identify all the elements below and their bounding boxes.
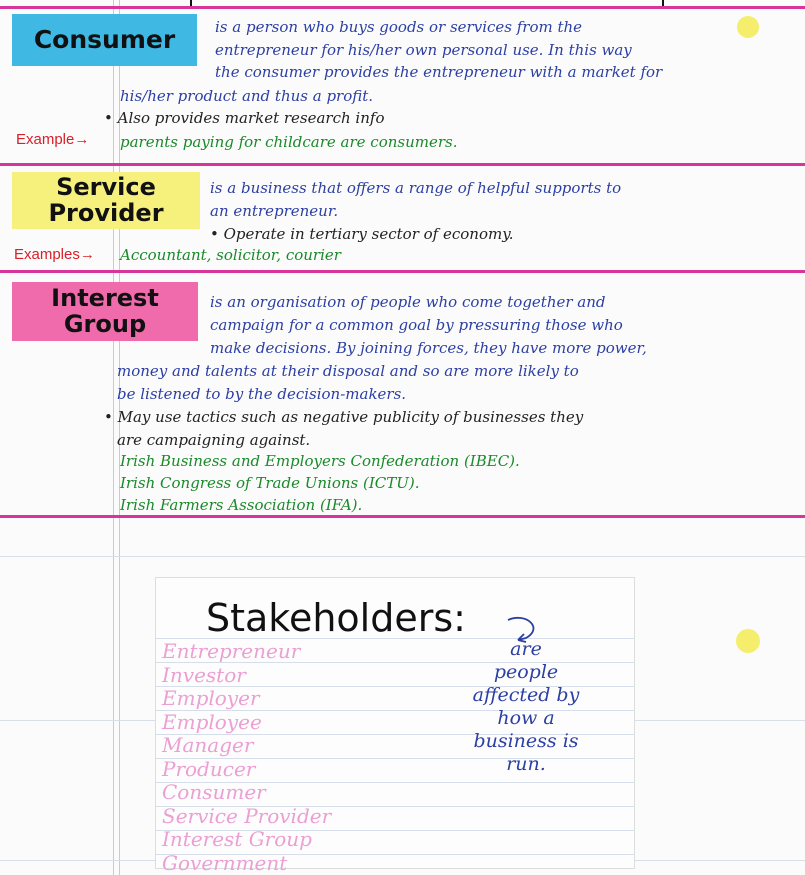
stakeholder-item: Manager bbox=[162, 733, 254, 757]
stakeholder-item: Employer bbox=[162, 686, 260, 710]
interest-bullet: • May use tactics such as negative publicity of businesses they bbox=[104, 408, 584, 426]
interest-group-term: Interest bbox=[51, 284, 159, 312]
interest-example: Irish Congress of Trade Unions (ICTU). bbox=[120, 474, 420, 492]
service-example-label: Examples→ bbox=[14, 246, 95, 263]
definition-line: are bbox=[510, 638, 542, 660]
consumer-line: the consumer provides the entrepreneur with a market for bbox=[215, 63, 663, 81]
interest-line: campaign for a common goal by pressuring those who bbox=[210, 316, 623, 334]
definition-line: business is bbox=[473, 730, 579, 752]
consumer-line: entrepreneur for his/her own personal use. In this way bbox=[215, 41, 632, 59]
service-provider-term: Service bbox=[56, 173, 156, 201]
section-divider bbox=[0, 6, 805, 9]
definition-line: affected by bbox=[472, 684, 580, 706]
stakeholder-item: Government bbox=[162, 850, 288, 875]
service-example: Accountant, solicitor, courier bbox=[120, 246, 341, 264]
interest-example: Irish Business and Employers Confederation (IBEC). bbox=[120, 452, 520, 470]
stakeholder-item: Investor bbox=[162, 662, 246, 687]
service-provider-term: Provider bbox=[48, 199, 164, 227]
consumer-term: Consumer bbox=[33, 25, 176, 54]
interest-line: is an organisation of people who come together and bbox=[210, 293, 606, 311]
section-divider bbox=[0, 515, 805, 518]
interest-example: Irish Farmers Association (IFA). bbox=[120, 496, 363, 514]
consumer-bullet: • Also provides market research info bbox=[104, 109, 385, 127]
stakeholder-item: Interest Group bbox=[162, 827, 312, 851]
consumer-bullet-text: Also provides market research info bbox=[117, 109, 385, 127]
interest-bullet-cont: are campaigning against. bbox=[117, 431, 311, 449]
consumer-label bbox=[12, 14, 197, 66]
consumer-example: parents paying for childcare are consumers. bbox=[120, 133, 458, 151]
stakeholder-list bbox=[162, 640, 331, 875]
faint-rule bbox=[0, 556, 805, 557]
interest-group-term: Group bbox=[63, 310, 147, 338]
stakeholder-definition bbox=[446, 638, 606, 776]
interest-bullet-text: May use tactics such as negative publicity of businesses they bbox=[117, 408, 584, 426]
card-title: Stakeholders: bbox=[206, 596, 466, 640]
stakeholder-item: Entrepreneur bbox=[162, 639, 301, 663]
interest-line: money and talents at their disposal and so are more likely to bbox=[117, 362, 579, 380]
service-line: is a business that offers a range of helpful supports to bbox=[210, 179, 622, 197]
stakeholder-item: Service Provider bbox=[162, 803, 332, 828]
section-divider bbox=[0, 163, 805, 166]
interest-line: make decisions. By joining forces, they have more power, bbox=[210, 339, 647, 357]
yellow-dot bbox=[736, 629, 760, 653]
definition-line: people bbox=[493, 661, 559, 683]
yellow-dot bbox=[737, 16, 759, 38]
stakeholder-item: Employee bbox=[162, 709, 262, 734]
consumer-line: his/her product and thus a profit. bbox=[120, 87, 374, 105]
stakeholder-item: Producer bbox=[162, 756, 256, 781]
service-provider-label bbox=[12, 172, 200, 229]
margin-line bbox=[113, 0, 114, 875]
interest-line: be listened to by the decision-makers. bbox=[117, 385, 407, 403]
section-divider bbox=[0, 270, 805, 273]
interest-group-label bbox=[12, 282, 198, 341]
consumer-example-label: Example→ bbox=[16, 131, 90, 148]
service-line: an entrepreneur. bbox=[210, 202, 339, 220]
stakeholders-card bbox=[155, 577, 635, 875]
definition-line: how a bbox=[497, 707, 555, 729]
definition-line: run. bbox=[506, 753, 546, 775]
stakeholder-item: Consumer bbox=[162, 780, 266, 804]
service-bullet-text: Operate in tertiary sector of economy. bbox=[223, 225, 514, 243]
service-bullet: • Operate in tertiary sector of economy. bbox=[210, 225, 514, 243]
consumer-line: is a person who buys goods or services from the bbox=[215, 18, 583, 36]
